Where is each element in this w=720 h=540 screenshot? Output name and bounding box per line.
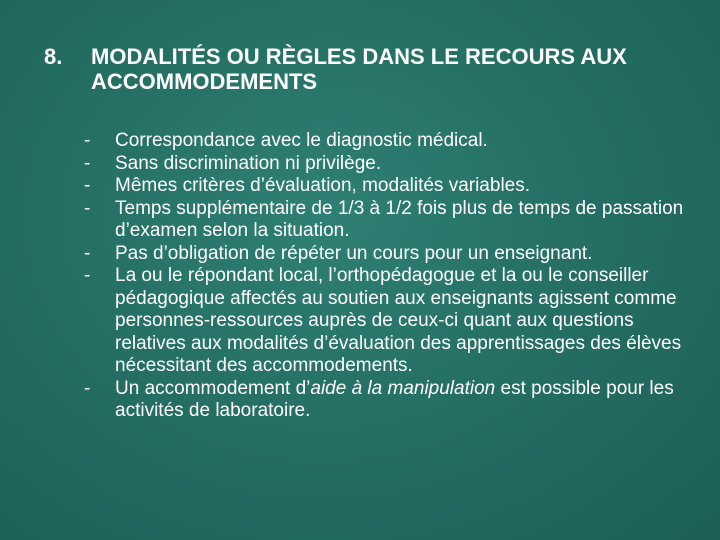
bullet-item: [84, 243, 694, 266]
bullet-text-part: est possible pour les activités de laboratoire.: [115, 377, 674, 421]
bullet-item: [84, 130, 694, 153]
bullet-text: Sans discrimination ni privilège.: [115, 152, 382, 174]
bullet-marker: -: [84, 130, 91, 151]
bullet-emphasis: aide à la manipulation: [310, 377, 496, 399]
bullet-text: Correspondance avec le diagnostic médical.: [115, 130, 488, 151]
section-number: 8.: [44, 44, 63, 69]
slide-title: MODALITÉS OU RÈGLES DANS LE RECOURS AUX ACCOMMODEMENTS: [91, 44, 627, 94]
bullet-text: Temps supplémentaire de 1/3 à 1/2 fois plus de temps de passation d’examen selon la situation.: [115, 197, 684, 241]
slide-heading: [44, 44, 684, 94]
bullet-marker: -: [84, 265, 91, 286]
bullet-item: [84, 378, 694, 423]
bullet-item: [84, 265, 694, 378]
bullet-item: [84, 198, 694, 243]
bullet-text-part: Un accommodement d’: [115, 377, 311, 399]
bullet-text: [115, 378, 694, 423]
bullet-marker: -: [84, 242, 91, 264]
bullet-text: Mêmes critères d’évaluation, modalités variables.: [115, 175, 531, 196]
bullet-marker: -: [84, 175, 91, 196]
bullet-text: Pas d’obligation de répéter un cours pour un enseignant.: [115, 242, 593, 264]
bullet-list: [84, 130, 694, 423]
bullet-marker: -: [84, 197, 91, 219]
bullet-item: [84, 153, 694, 176]
bullet-item: [84, 175, 694, 198]
bullet-marker: -: [84, 377, 91, 399]
bullet-marker: -: [84, 152, 91, 174]
bullet-text: La ou le répondant local, l’orthopédagogue et la ou le conseiller pédagogique affectés au soutien aux enseignants agissent comme personnes-ressources auprès de ceux-ci quant aux questions relatives aux modalités d’évaluation des apprentissages des élèves nécessitant des accommodements.: [115, 265, 682, 376]
